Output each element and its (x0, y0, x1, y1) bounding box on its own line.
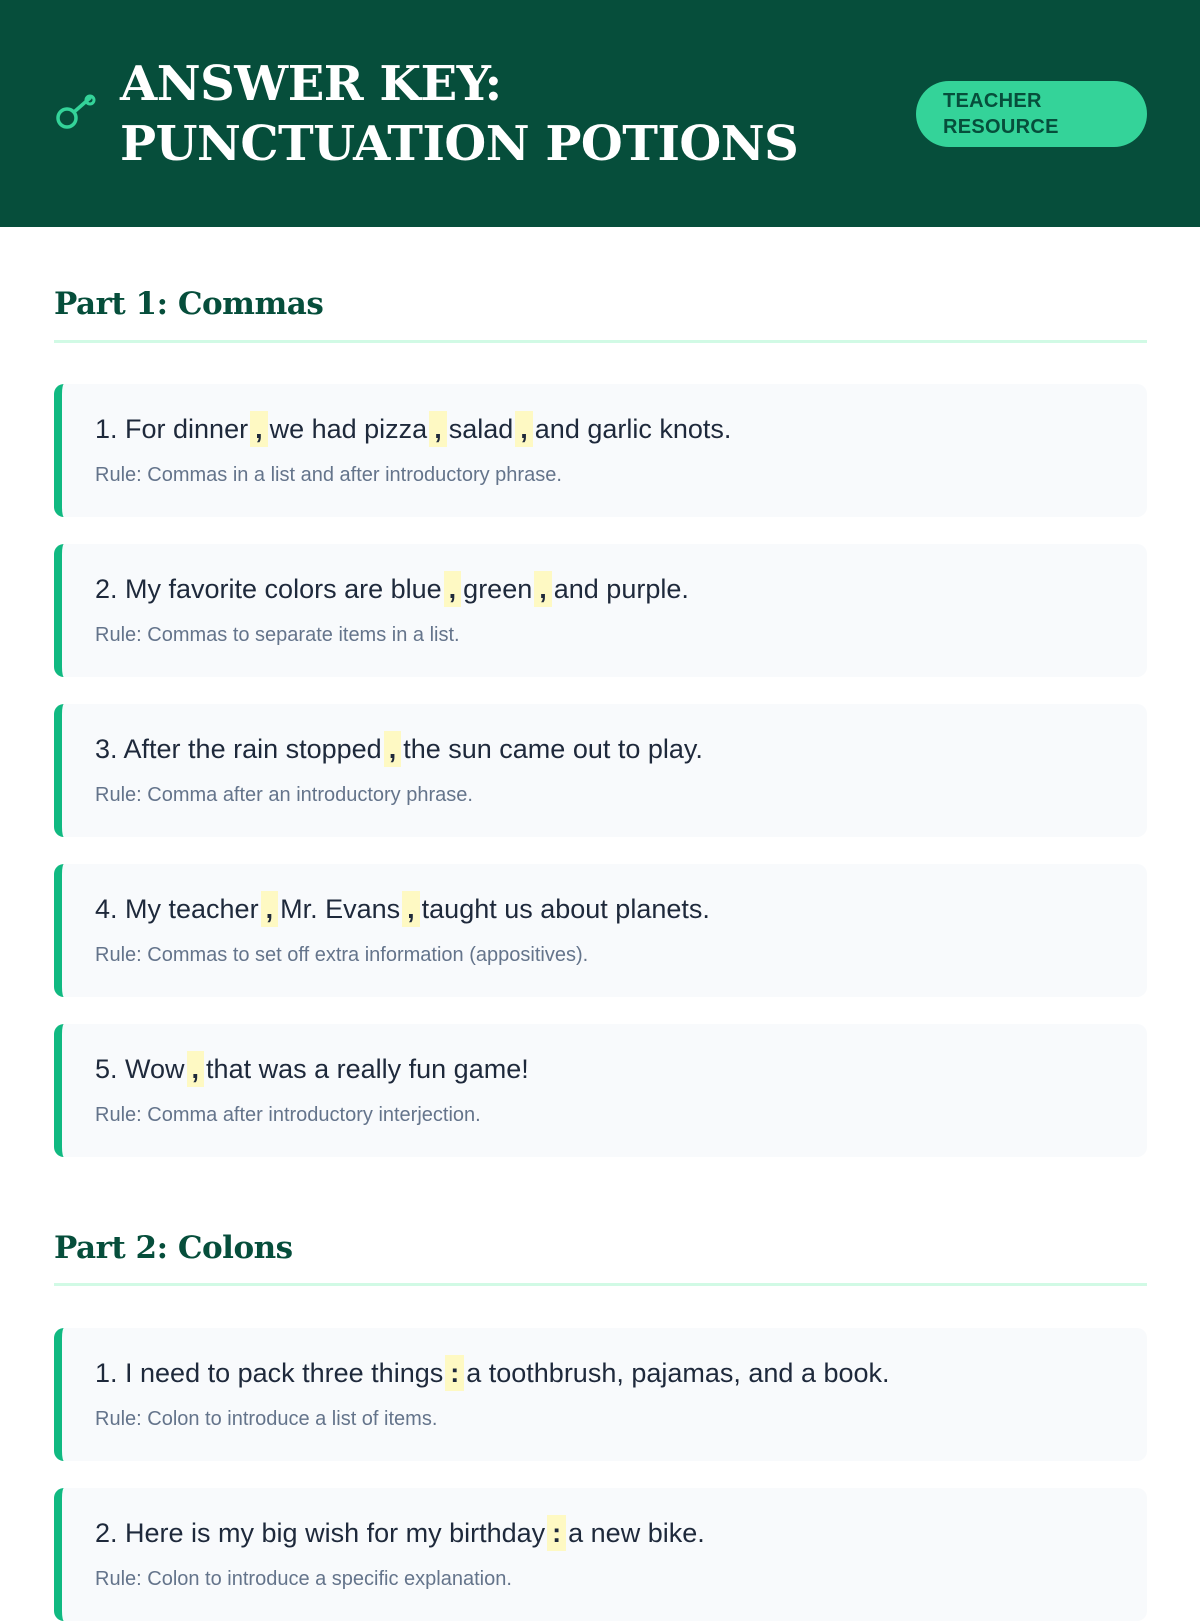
sentence-text: taught us about planets. (421, 894, 710, 924)
rule-text: Rule: Comma after an introductory phrase. (95, 784, 473, 806)
punctuation-mark: , (187, 1051, 205, 1087)
answer-sentence (95, 1355, 890, 1391)
answer-card (54, 1328, 1147, 1461)
answer-card (54, 1024, 1147, 1157)
rule-text: Rule: Commas to set off extra information (appositives). (95, 944, 589, 966)
sentence-text: 1. I need to pack three things (95, 1358, 444, 1388)
section-title-commas: Part 1: Commas (54, 286, 324, 322)
punctuation-mark: , (444, 571, 462, 607)
key-icon (52, 90, 100, 138)
answer-sentence (95, 891, 710, 927)
answer-card (54, 864, 1147, 997)
sentence-text: that was a really fun game! (206, 1054, 529, 1084)
sentence-text: 4. My teacher (95, 894, 259, 924)
punctuation-mark: , (534, 571, 552, 607)
answer-card (54, 704, 1147, 837)
answer-sentence (95, 731, 703, 767)
answer-sentence (95, 571, 689, 607)
rule-text: Rule: Colon to introduce a list of items. (95, 1408, 438, 1430)
section-title-colons: Part 2: Colons (54, 1230, 293, 1266)
answer-card (54, 384, 1147, 517)
sentence-text: 5. Wow (95, 1054, 185, 1084)
punctuation-mark: , (261, 891, 279, 927)
sentence-text: 3. After the rain stopped (95, 734, 382, 764)
rule-text: Rule: Commas in a list and after introductory phrase. (95, 464, 562, 486)
sentence-text: a new bike. (568, 1518, 705, 1548)
answer-sentence (95, 411, 731, 447)
punctuation-mark: , (402, 891, 420, 927)
rule-text: Rule: Comma after introductory interjection. (95, 1104, 481, 1126)
answer-sentence (95, 1515, 705, 1551)
sentence-text: a toothbrush, pajamas, and a book. (466, 1358, 890, 1388)
punctuation-mark: , (250, 411, 268, 447)
page-title: ANSWER KEY: PUNCTUATION POTIONS (120, 56, 799, 172)
sentence-text: 2. Here is my big wish for my birthday (95, 1518, 546, 1548)
answer-card (54, 544, 1147, 677)
sentence-text: 1. For dinner (95, 414, 249, 444)
punctuation-mark: : (547, 1515, 566, 1551)
sentence-text: salad (448, 414, 514, 444)
sentence-text: the sun came out to play. (403, 734, 703, 764)
answer-sentence (95, 1051, 529, 1087)
sentence-text: Mr. Evans (280, 894, 401, 924)
section-divider (54, 340, 1147, 343)
rule-text: Rule: Commas to separate items in a list. (95, 624, 460, 646)
sentence-text: and purple. (553, 574, 689, 604)
rule-text: Rule: Colon to introduce a specific explanation. (95, 1568, 512, 1590)
section-divider (54, 1283, 1147, 1286)
punctuation-mark: , (515, 411, 533, 447)
page-header (0, 0, 1200, 227)
sentence-text: green (463, 574, 533, 604)
sentence-text: and garlic knots. (534, 414, 732, 444)
punctuation-mark: , (429, 411, 447, 447)
punctuation-mark: , (384, 731, 402, 767)
answer-card (54, 1488, 1147, 1621)
sentence-text: we had pizza (269, 414, 428, 444)
teacher-resource-badge: TEACHER RESOURCE (916, 81, 1147, 147)
punctuation-mark: : (445, 1355, 464, 1391)
sentence-text: 2. My favorite colors are blue (95, 574, 442, 604)
